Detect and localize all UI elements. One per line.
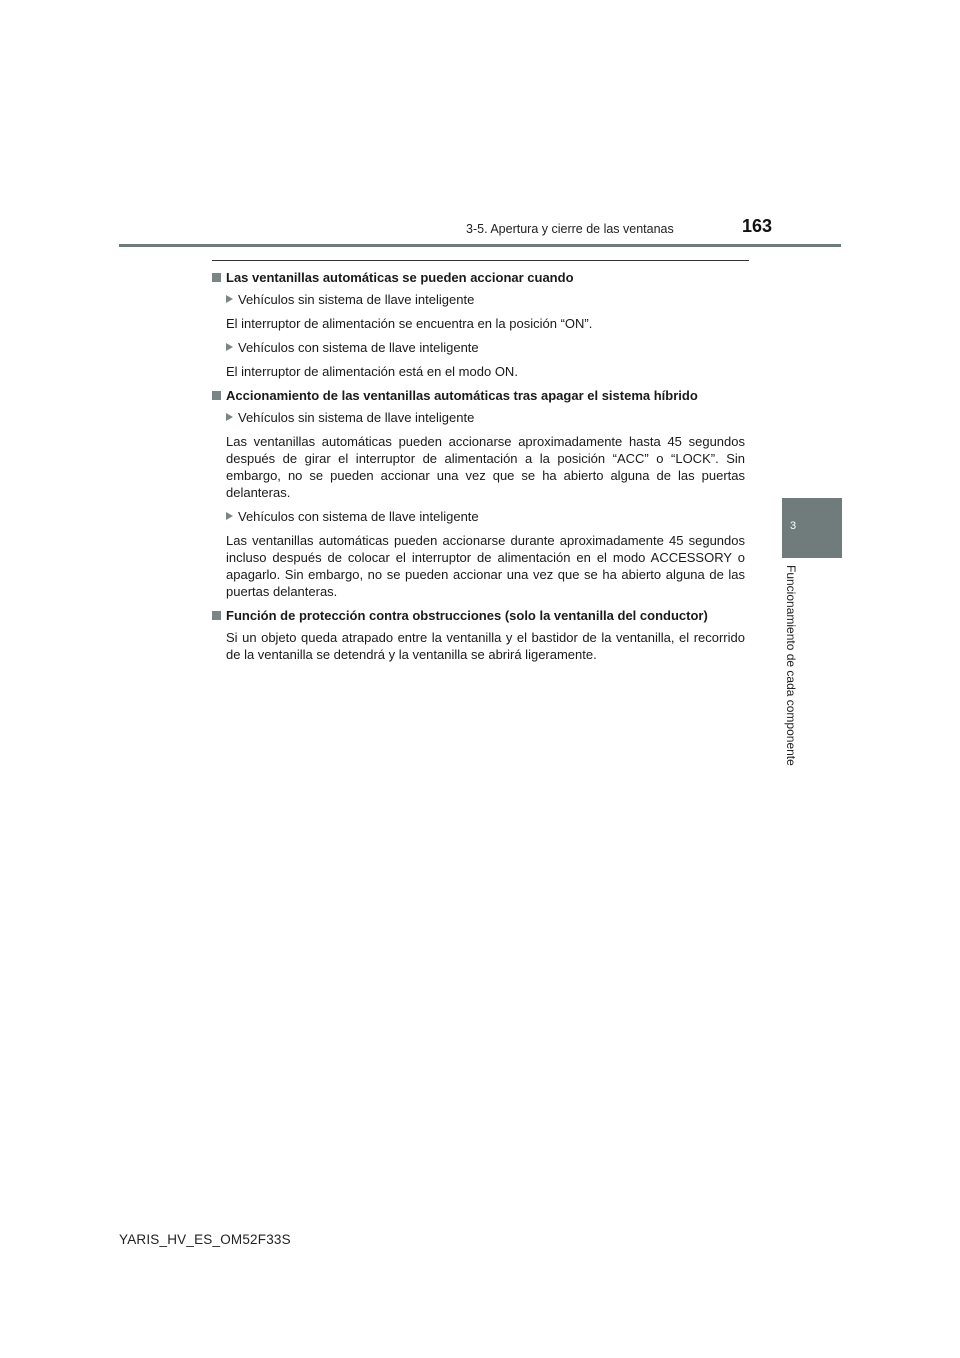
section-heading: Accionamiento de las ventanillas automáticas tras apagar el sistema híbrido (212, 387, 745, 404)
square-bullet-icon (212, 391, 221, 400)
section-heading: Función de protección contra obstrucciones (solo la ventanilla del conductor) (212, 607, 745, 624)
paragraph: Las ventanillas automáticas pueden accionarse aproximadamente hasta 45 segundos después de girar el interruptor de alimentación a la posición “ACC” o “LOCK”. Sin embargo, no se pueden accionar una vez que se ha abierto alguna de las puertas delanteras. (226, 434, 745, 500)
paragraph: El interruptor de alimentación se encuentra en la posición “ON”. (226, 316, 593, 331)
square-bullet-icon (212, 611, 221, 620)
triangle-bullet-icon (226, 512, 233, 520)
paragraph: Si un objeto queda atrapado entre la ventanilla y el bastidor de la ventanilla, el recorrido de la ventanilla se detendrá y la ventanilla se abrirá ligeramente. (226, 630, 745, 662)
page-number: 163 (742, 216, 773, 236)
paragraph: El interruptor de alimentación está en el modo ON. (226, 364, 518, 379)
header-section-title: 3-5. Apertura y cierre de las ventanas (466, 222, 674, 236)
subheading: Vehículos sin sistema de llave inteligente (226, 291, 745, 308)
document-code: YARIS_HV_ES_OM52F33S (119, 1232, 291, 1247)
subheading: Vehículos sin sistema de llave inteligente (226, 409, 745, 426)
paragraph: Las ventanillas automáticas pueden accionarse durante aproximadamente 45 segundos incluso después de colocar el interruptor de alimentación en el modo ACCESSORY o apagarlo. Sin embargo, no se pueden accionar una vez que se ha abierto alguna de las puertas delanteras. (226, 533, 745, 599)
subheading: Vehículos con sistema de llave inteligente (226, 339, 745, 356)
content-divider (212, 260, 749, 261)
chapter-tab-label: Funcionamiento de cada componente (784, 565, 798, 766)
section-power-windows-operable (212, 269, 745, 380)
triangle-bullet-icon (226, 343, 233, 351)
section-operation-after-shutdown (212, 387, 745, 600)
page-content (212, 269, 745, 670)
subheading: Vehículos con sistema de llave inteligente (226, 508, 745, 525)
section-heading: Las ventanillas automáticas se pueden accionar cuando (212, 269, 745, 286)
triangle-bullet-icon (226, 295, 233, 303)
chapter-tab-number: 3 (790, 520, 797, 532)
section-jam-protection (212, 607, 745, 663)
header-divider (119, 244, 841, 247)
square-bullet-icon (212, 273, 221, 282)
triangle-bullet-icon (226, 413, 233, 421)
